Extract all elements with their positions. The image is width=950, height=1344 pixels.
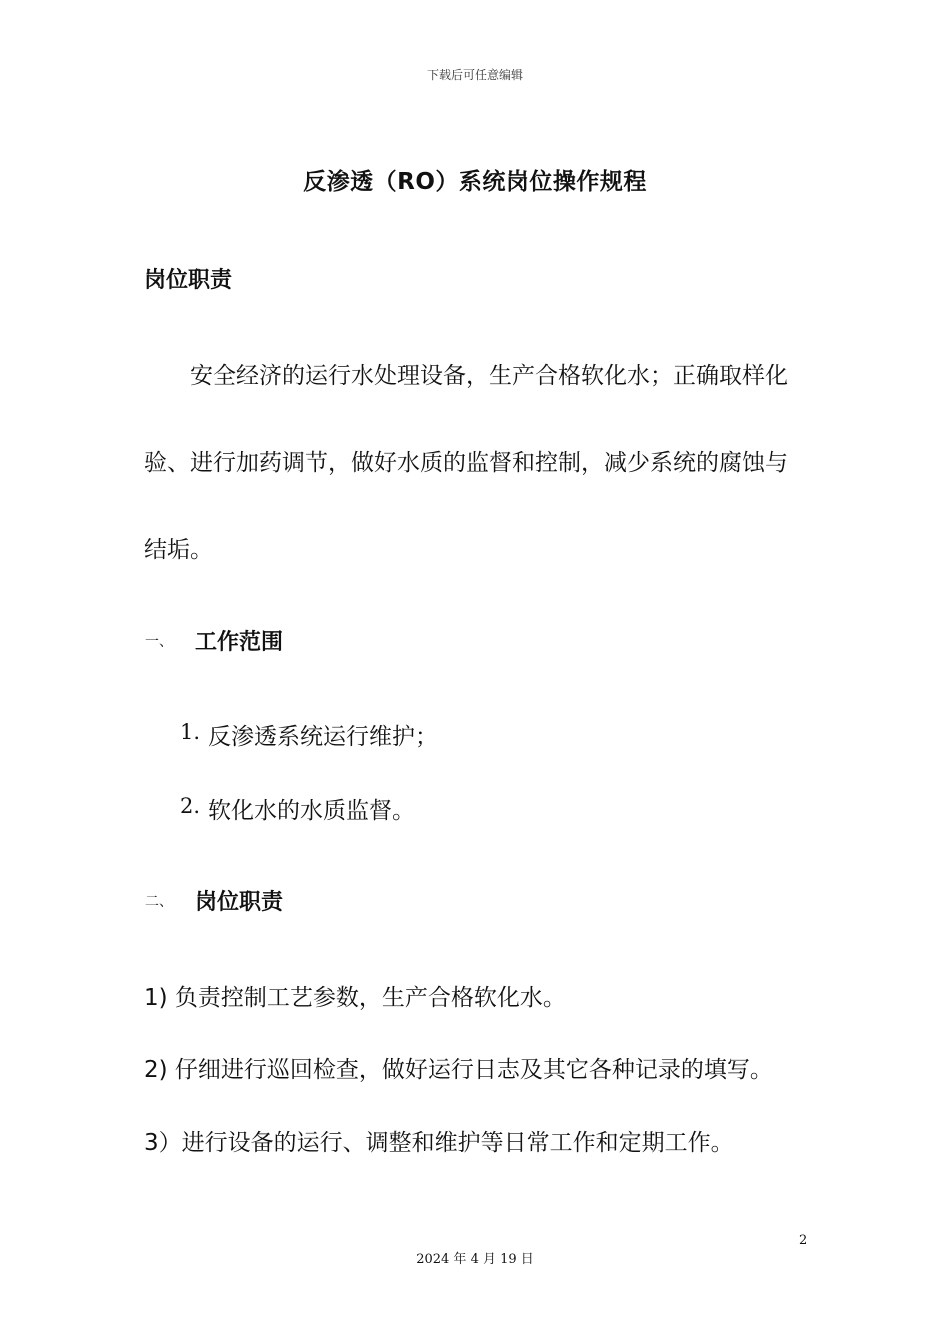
duty-item-3: 3）进行设备的运行、调整和维护等日常工作和定期工作。: [144, 1130, 734, 1156]
intro-line-3: 结垢。: [144, 537, 213, 563]
scope-item-1-number: 1.: [180, 720, 201, 744]
duty-item-2: 2) 仔细进行巡回检查，做好运行日志及其它各种记录的填写。: [144, 1057, 773, 1083]
section-2-number: 二、: [145, 894, 173, 910]
header-note: 下载后可任意编辑: [426, 68, 523, 82]
scope-item-2-text: 软化水的水质监督。: [208, 798, 415, 824]
scope-item-1-text: 反渗透系统运行维护；: [208, 724, 438, 750]
scope-item-2-number: 2.: [180, 794, 201, 818]
duty-item-1: 1) 负责控制工艺参数，生产合格软化水。: [144, 985, 566, 1011]
footer-date: 2024 年 4 月 19 日: [416, 1252, 534, 1267]
intro-line-1: 安全经济的运行水处理设备，生产合格软化水；正确取样化: [190, 363, 788, 389]
section-2-heading: 岗位职责: [195, 890, 284, 915]
section-1-number: 一、: [145, 634, 173, 650]
document-title: 反渗透（RO）系统岗位操作规程: [303, 169, 647, 195]
intro-line-2: 验、进行加药调节，做好水质的监督和控制，减少系统的腐蚀与: [144, 450, 788, 476]
page-number: 2: [799, 1233, 808, 1248]
intro-heading: 岗位职责: [144, 268, 233, 293]
section-1-heading: 工作范围: [195, 630, 284, 655]
